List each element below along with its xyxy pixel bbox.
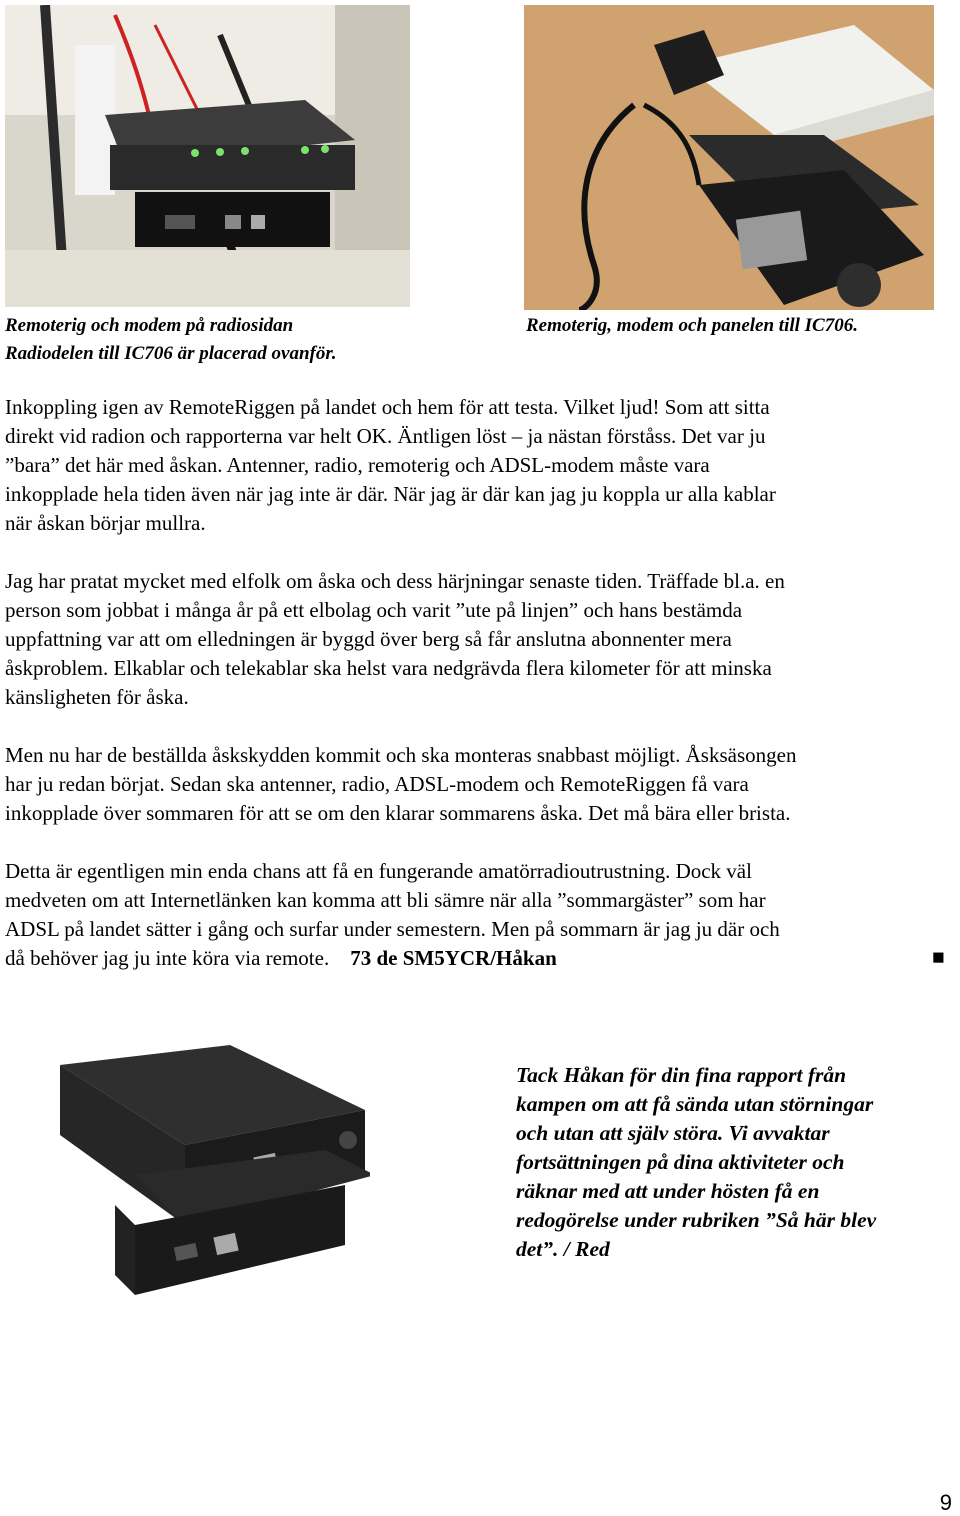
text-line: har ju redan börjat. Sedan ska antenner, radio, ADSL-modem och RemoteRiggen få vara <box>5 772 749 796</box>
text-line: Jag har pratat mycket med elfolk om åska och dess härjningar senaste tiden. Träffade bl.a. en <box>5 569 785 593</box>
text-line: inkopplade över sommaren för att se om den klarar sommarens åska. Det må bära eller brista. <box>5 801 791 825</box>
text-line: Men nu har de beställda åskskydden kommit och ska monteras snabbast möjligt. Åsksäsongen <box>5 743 797 767</box>
editor-note <box>516 1061 956 1264</box>
note-line: redogörelse under rubriken ”Så här blev <box>516 1208 877 1232</box>
body-paragraph <box>5 393 955 538</box>
text-line: direkt vid radion och rapporterna var helt OK. Äntligen löst – ja nästan förståss. Det var ju <box>5 424 766 448</box>
caption-line: Radiodelen till IC706 är placerad ovanför. <box>5 343 337 364</box>
author-signature: 73 de SM5YCR/Håkan <box>350 946 557 970</box>
remoterig-modem-radiosidan-photo <box>5 5 410 307</box>
note-line: det”. / Red <box>516 1237 610 1261</box>
note-line: fortsättningen på dina aktiviteter och <box>516 1150 845 1174</box>
text-line: Inkoppling igen av RemoteRiggen på landet och hem för att testa. Vilket ljud! Som att sitta <box>5 395 770 419</box>
text-line: känsligheten för åska. <box>5 685 189 709</box>
text-line: Detta är egentligen min enda chans att få en fungerande amatörradioutrustning. Dock väl <box>5 859 752 883</box>
note-line: kampen om att få sända utan störningar <box>516 1092 874 1116</box>
text-line <box>5 944 955 973</box>
caption-line: Remoterig och modem på radiosidan <box>5 315 294 336</box>
body-paragraph <box>5 741 955 828</box>
text-line: ”bara” det här med åskan. Antenner, radio, remoterig och ADSL-modem måste vara <box>5 453 710 477</box>
end-of-article-mark: ■ <box>932 945 945 969</box>
photo-caption-left <box>5 312 336 368</box>
text-line: ADSL på landet sätter i gång och surfar under semestern. Men på sommarn är jag ju där och <box>5 917 780 941</box>
text-line: när åskan börjar mullra. <box>5 511 206 535</box>
text-line: medveten om att Internetlänken kan komma att bli sämre när alla ”sommargäster” som har <box>5 888 766 912</box>
text-line: inkopplade hela tiden även när jag inte är där. När jag är där kan jag ju koppla ur alla kablar <box>5 482 776 506</box>
caption-line: Remoterig, modem och panelen till IC706. <box>526 315 858 336</box>
remoterig-modem-panel-ic706-photo <box>524 5 934 310</box>
note-line: Tack Håkan för din fina rapport från <box>516 1063 847 1087</box>
text-line: uppfattning var att om elledningen är byggd över berg så får anslutna abonnenter mera <box>5 627 732 651</box>
body-paragraph <box>5 567 955 712</box>
closing-line: då behöver jag ju inte köra via remote. <box>5 946 330 970</box>
note-line: räknar med att under hösten få en <box>516 1179 820 1203</box>
note-line: och utan att själv störa. Vi avvaktar <box>516 1121 830 1145</box>
body-paragraph <box>5 857 955 973</box>
text-line: åskproblem. Elkablar och telekablar ska helst vara nedgrävda flera kilometer för att minska <box>5 656 772 680</box>
page-number: 9 <box>939 1490 952 1515</box>
photo-caption-right <box>526 312 858 340</box>
remoterig-units-photo <box>55 1040 370 1295</box>
text-line: person som jobbat i många år på ett elbolag och varit ”ute på linjen” och hans bestämda <box>5 598 743 622</box>
